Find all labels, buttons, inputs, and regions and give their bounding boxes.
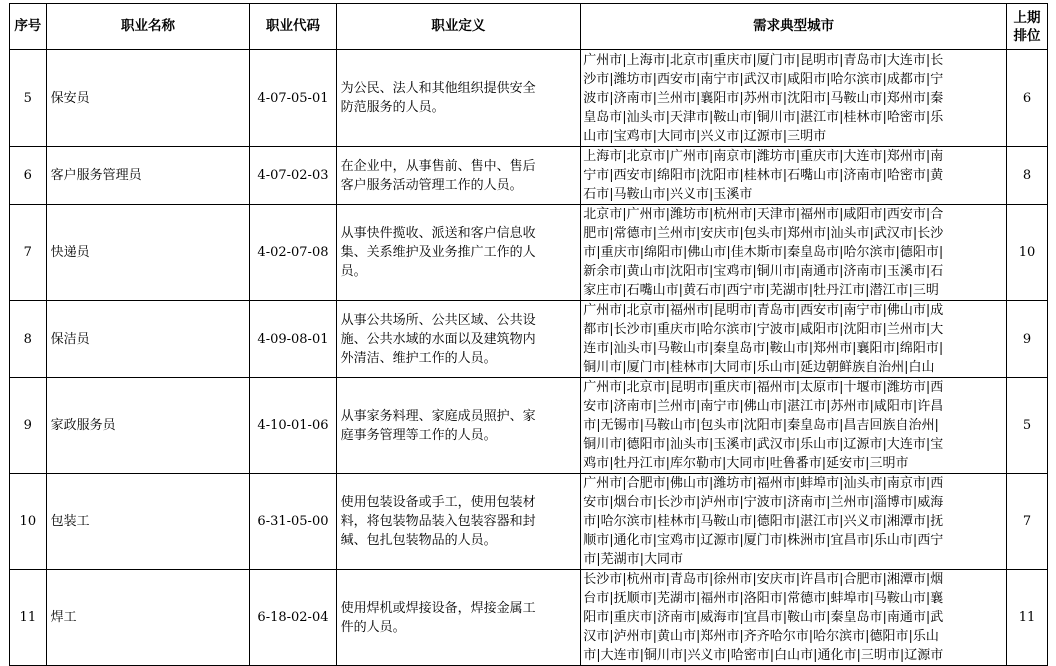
row-previous-rank: 10: [1007, 205, 1048, 301]
header-occupation-code: 职业代码: [250, 4, 336, 50]
row-no: 7: [10, 205, 47, 301]
row-occupation-definition: 从事家务料理、家庭成员照护、家 庭事务管理等工作的人员。: [336, 378, 581, 474]
row-occupation-definition: 从事公共场所、公共区域、公共设 施、公共水域的水面以及建筑物内 外清洁、维护工作的人员。: [336, 301, 581, 378]
row-occupation-name: 客户服务管理员: [46, 147, 250, 205]
row-occupation-name: 保安员: [46, 50, 250, 147]
row-occupation-definition: 在企业中，从事售前、售中、售后 客户服务活动管理工作的人员。: [336, 147, 581, 205]
row-no: 8: [10, 301, 47, 378]
table-row: [10, 205, 1048, 301]
row-no: 10: [10, 474, 47, 570]
row-previous-rank: 11: [1007, 570, 1048, 666]
row-no: 5: [10, 50, 47, 147]
row-previous-rank: 6: [1007, 50, 1048, 147]
row-previous-rank: 8: [1007, 147, 1048, 205]
row-no: 9: [10, 378, 47, 474]
row-occupation-code: 4-07-02-03: [250, 147, 336, 205]
row-typical-cities: 广州市|北京市|昆明市|重庆市|福州市|太原市|十堰市|潍坊市|西 安市|济南市|兰州市|南宁市|佛山市|湛江市|苏州市|咸阳市|许昌 市|无锡市|马鞍山市|包头市|沈阳市|秦皇岛市|昌吉回族自治州| 铜川市|德阳市|汕头市|玉溪市|武汉市|乐山市|辽源市|大连市|宝 鸡市|牡丹江市|库尔勒市|大同市|吐鲁番市|延安市|三明市: [581, 378, 1007, 474]
header-previous-rank: 上期 排位: [1007, 4, 1048, 50]
row-typical-cities: 广州市|上海市|北京市|重庆市|厦门市|昆明市|青岛市|大连市|长 沙市|潍坊市|西安市|南宁市|武汉市|咸阳市|哈尔滨市|成都市|宁 波市|济南市|兰州市|襄阳市|苏州市|沈阳市|马鞍山市|郑州市|秦 皇岛市|汕头市|天津市|鞍山市|铜川市|湛江市|桂林市|哈密市|乐 山市|宝鸡市|大同市|兴义市|辽源市|三明市: [581, 50, 1007, 147]
row-occupation-definition: 使用焊机或焊接设备，焊接金属工 件的人员。: [336, 570, 581, 666]
header-occupation-definition: 职业定义: [336, 4, 581, 50]
row-occupation-name: 焊工: [46, 570, 250, 666]
row-occupation-code: 4-09-08-01: [250, 301, 336, 378]
row-occupation-code: 6-31-05-00: [250, 474, 336, 570]
row-typical-cities: 广州市|合肥市|佛山市|潍坊市|福州市|蚌埠市|汕头市|南京市|西 安市|烟台市|长沙市|泸州市|宁波市|济南市|兰州市|淄博市|威海 市|哈尔滨市|桂林市|马鞍山市|德阳市|湛江市|兴义市|湘潭市|抚 顺市|通化市|宝鸡市|辽源市|厦门市|株洲市|宜昌市|乐山市|西宁 市|芜湖市|大同市: [581, 474, 1007, 570]
row-previous-rank: 9: [1007, 301, 1048, 378]
header-row: [10, 4, 1048, 50]
row-previous-rank: 7: [1007, 474, 1048, 570]
header-no: 序号: [10, 4, 47, 50]
row-occupation-name: 包装工: [46, 474, 250, 570]
table-row: [10, 50, 1048, 147]
row-previous-rank: 5: [1007, 378, 1048, 474]
row-occupation-name: 家政服务员: [46, 378, 250, 474]
table-row: [10, 570, 1048, 666]
row-occupation-definition: 从事快件揽收、派送和客户信息收 集、关系维护及业务推广工作的人 员。: [336, 205, 581, 301]
row-occupation-code: 4-10-01-06: [250, 378, 336, 474]
row-occupation-name: 快递员: [46, 205, 250, 301]
header-occupation-name: 职业名称: [46, 4, 250, 50]
row-occupation-code: 6-18-02-04: [250, 570, 336, 666]
header-typical-cities: 需求典型城市: [581, 4, 1007, 50]
table-row: [10, 147, 1048, 205]
row-no: 11: [10, 570, 47, 666]
occupation-demand-table: [9, 3, 1048, 666]
row-occupation-definition: 使用包装设备或手工，使用包装材 料，将包装物品装入包装容器和封 缄、包扎包装物品的人员。: [336, 474, 581, 570]
table-row: [10, 301, 1048, 378]
row-occupation-definition: 为公民、法人和其他组织提供安全 防范服务的人员。: [336, 50, 581, 147]
table-row: [10, 378, 1048, 474]
row-no: 6: [10, 147, 47, 205]
table-row: [10, 474, 1048, 570]
row-occupation-code: 4-02-07-08: [250, 205, 336, 301]
row-occupation-name: 保洁员: [46, 301, 250, 378]
row-typical-cities: 北京市|广州市|潍坊市|杭州市|天津市|福州市|咸阳市|西安市|合 肥市|常德市|兰州市|安庆市|包头市|郑州市|汕头市|武汉市|长沙 市|重庆市|绵阳市|佛山市|佳木斯市|秦皇岛市|哈尔滨市|德阳市| 新余市|黄山市|沈阳市|宝鸡市|铜川市|南通市|济南市|玉溪市|石 家庄市|石嘴山市|黄石市|西宁市|芜湖市|牡丹江市|潜江市|三明: [581, 205, 1007, 301]
row-typical-cities: 长沙市|杭州市|青岛市|徐州市|安庆市|许昌市|合肥市|湘潭市|烟 台市|抚顺市|芜湖市|福州市|洛阳市|常德市|蚌埠市|马鞍山市|襄 阳市|重庆市|济南市|威海市|宜昌市|鞍山市|秦皇岛市|南通市|武 汉市|泸州市|黄山市|郑州市|齐齐哈尔市|哈尔滨市|德阳市|乐山 市|大连市|铜川市|兴义市|哈密市|白山市|通化市|三明市|辽源市: [581, 570, 1007, 666]
row-typical-cities: 广州市|北京市|福州市|昆明市|青岛市|西安市|南宁市|佛山市|成 都市|长沙市|重庆市|哈尔滨市|宁波市|咸阳市|沈阳市|兰州市|大 连市|汕头市|马鞍山市|秦皇岛市|鞍山市|郑州市|襄阳市|绵阳市| 铜川市|厦门市|桂林市|大同市|乐山市|延边朝鲜族自治州|白山: [581, 301, 1007, 378]
row-occupation-code: 4-07-05-01: [250, 50, 336, 147]
row-typical-cities: 上海市|北京市|广州市|南京市|潍坊市|重庆市|大连市|郑州市|南 宁市|西安市|绵阳市|沈阳市|桂林市|石嘴山市|济南市|哈密市|黄 石市|马鞍山市|兴义市|玉溪市: [581, 147, 1007, 205]
